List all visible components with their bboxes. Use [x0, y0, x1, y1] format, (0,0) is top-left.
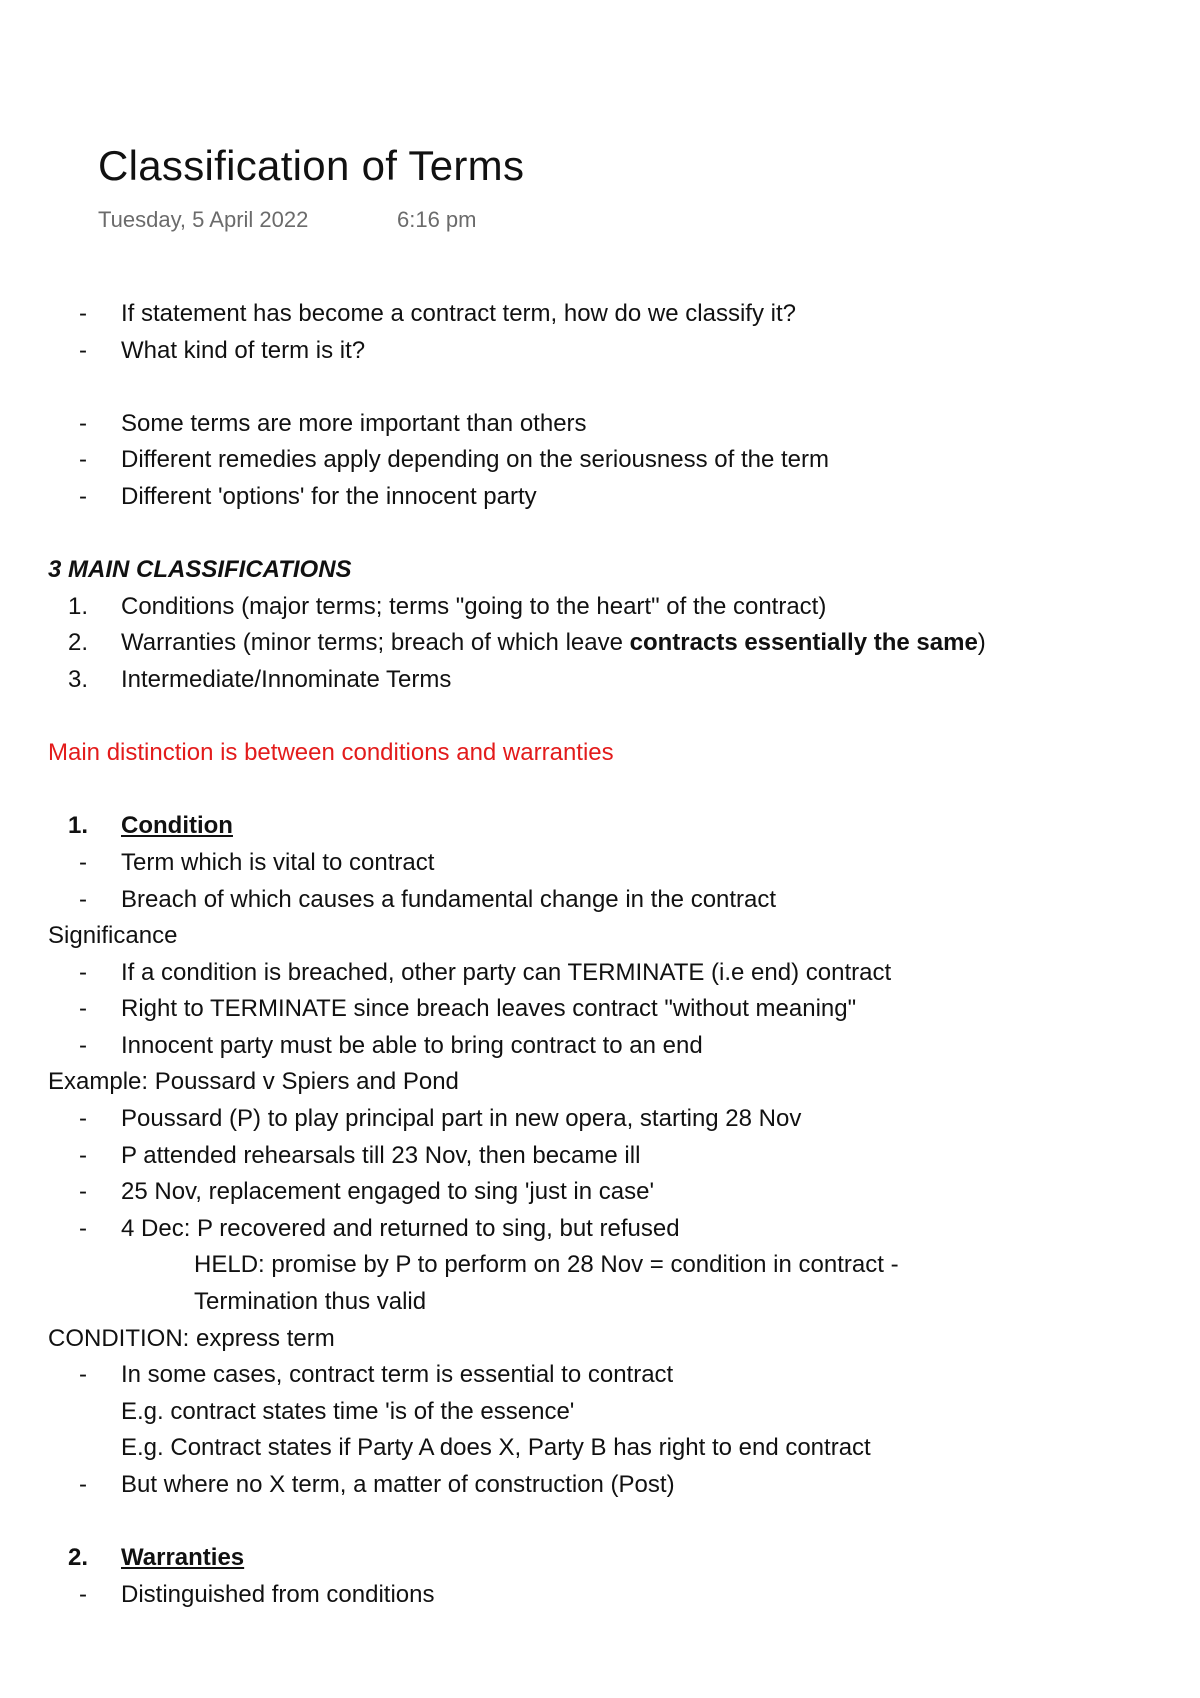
list-item: [48, 882, 1168, 919]
numbered-item: [48, 662, 1168, 699]
bullet-dash: -: [79, 300, 87, 327]
text-after: ): [977, 629, 986, 657]
bullet-dash: -: [79, 446, 87, 474]
page-time: 6:16 pm: [397, 207, 477, 232]
list-item-text: P attended rehearsals till 23 Nov, then became ill: [121, 1141, 641, 1169]
item-number: 2.: [68, 1544, 89, 1572]
list-item-text: Distinguished from conditions: [121, 1580, 435, 1608]
list-item-text: Some terms are more important than others: [121, 409, 587, 437]
page-date: Tuesday, 5 April 2022: [98, 207, 309, 232]
list-item-text: Poussard (P) to play principal part in new opera, starting 28 Nov: [121, 1105, 802, 1133]
list-item: [48, 296, 1168, 333]
note-body: [48, 296, 1168, 1608]
list-item: [48, 1174, 1168, 1211]
list-item: [48, 479, 1168, 516]
list-item: [48, 1577, 1168, 1614]
list-item: [48, 1357, 1168, 1394]
condition-heading: [48, 808, 1168, 845]
example-label: [48, 1064, 1168, 1101]
bullet-dash: -: [79, 1214, 87, 1242]
bullet-dash: -: [79, 482, 87, 510]
example-line-text: E.g. Contract states if Party A does X, Party B has right to end contract: [121, 1434, 871, 1462]
spacer: [48, 516, 1168, 553]
spacer: [48, 1504, 1168, 1541]
bullet-dash: -: [79, 409, 87, 437]
item-number: 2.: [68, 629, 89, 657]
list-item-text: But where no X term, a matter of construction (Post): [121, 1471, 675, 1498]
list-item: [48, 845, 1168, 882]
held-text: Termination thus valid: [194, 1288, 427, 1316]
held-line: [48, 1247, 1168, 1284]
text-before: Warranties (minor terms; breach of which leave: [121, 629, 630, 657]
numbered-item-text: Intermediate/Innominate Terms: [121, 665, 452, 693]
list-item: [48, 1028, 1168, 1065]
example-line: [48, 1430, 1168, 1467]
example-label-text: Example: Poussard v Spiers and Pond: [48, 1068, 459, 1096]
list-item: [48, 955, 1168, 992]
list-item-text: Breach of which causes a fundamental change in the contract: [121, 885, 777, 913]
list-item-text: Innocent party must be able to bring contract to an end: [121, 1031, 703, 1059]
spacer: [48, 699, 1168, 736]
bullet-dash: -: [79, 1031, 87, 1059]
item-number: 3.: [68, 665, 89, 693]
list-item-text: What kind of term is it?: [121, 336, 366, 364]
item-number: 1.: [68, 592, 89, 620]
held-line: [48, 1284, 1168, 1321]
list-item-text: 25 Nov, replacement engaged to sing 'just in case': [121, 1178, 655, 1206]
bullet-dash: -: [79, 885, 87, 913]
list-item-text: 4 Dec: P recovered and returned to sing, but refused: [121, 1214, 680, 1242]
list-item-text: Different remedies apply depending on the seriousness of the term: [121, 446, 829, 474]
classifications-heading: [48, 552, 1168, 589]
bullet-dash: -: [79, 1361, 87, 1389]
list-item: [48, 1467, 1168, 1504]
distinction-note: [48, 735, 1168, 772]
list-item-text: If statement has become a contract term, how do we classify it?: [121, 300, 796, 327]
example-line: [48, 1394, 1168, 1431]
bullet-dash: -: [79, 1471, 87, 1498]
list-item: [48, 333, 1168, 370]
bullet-dash: -: [79, 336, 87, 364]
numbered-item-text: [121, 625, 986, 662]
spacer: [48, 772, 1168, 809]
bold-text: contracts essentially the same: [629, 629, 978, 657]
bullet-dash: -: [79, 995, 87, 1023]
numbered-item: [48, 589, 1168, 626]
classifications-heading-text: 3 MAIN CLASSIFICATIONS: [48, 556, 352, 584]
list-item: [48, 442, 1168, 479]
list-item: [48, 991, 1168, 1028]
item-number: 1.: [68, 812, 89, 840]
list-item: [48, 1211, 1168, 1248]
bullet-dash: -: [79, 1105, 87, 1133]
significance-label-text: Significance: [48, 922, 178, 950]
express-term-label-text: CONDITION: express term: [48, 1324, 335, 1352]
page-title: Classification of Terms: [98, 142, 525, 189]
condition-heading-text: Condition: [121, 812, 233, 840]
express-term-label: [48, 1321, 1168, 1358]
warranties-heading: [48, 1540, 1168, 1577]
bullet-dash: -: [79, 1178, 87, 1206]
numbered-item-text: Conditions (major terms; terms "going to the heart" of the contract): [121, 592, 827, 620]
list-item-text: Term which is vital to contract: [121, 848, 435, 876]
bullet-dash: -: [79, 958, 87, 986]
bullet-dash: -: [79, 848, 87, 876]
significance-label: [48, 918, 1168, 955]
held-text: HELD: promise by P to perform on 28 Nov = condition in contract -: [194, 1251, 899, 1279]
list-item-text: In some cases, contract term is essential to contract: [121, 1361, 674, 1389]
list-item: [48, 1138, 1168, 1175]
bullet-dash: -: [79, 1580, 87, 1608]
spacer: [48, 369, 1168, 406]
list-item-text: Different 'options' for the innocent party: [121, 482, 537, 510]
bullet-dash: -: [79, 1141, 87, 1169]
list-item: [48, 406, 1168, 443]
list-item-text: If a condition is breached, other party can TERMINATE (i.e end) contract: [121, 958, 892, 986]
distinction-text: Main distinction is between conditions and warranties: [48, 739, 614, 767]
numbered-item: [48, 625, 1168, 662]
example-line-text: E.g. contract states time 'is of the essence': [121, 1397, 575, 1425]
list-item-text: Right to TERMINATE since breach leaves contract "without meaning": [121, 995, 857, 1023]
warranties-heading-text: Warranties: [121, 1544, 245, 1572]
list-item: [48, 1101, 1168, 1138]
